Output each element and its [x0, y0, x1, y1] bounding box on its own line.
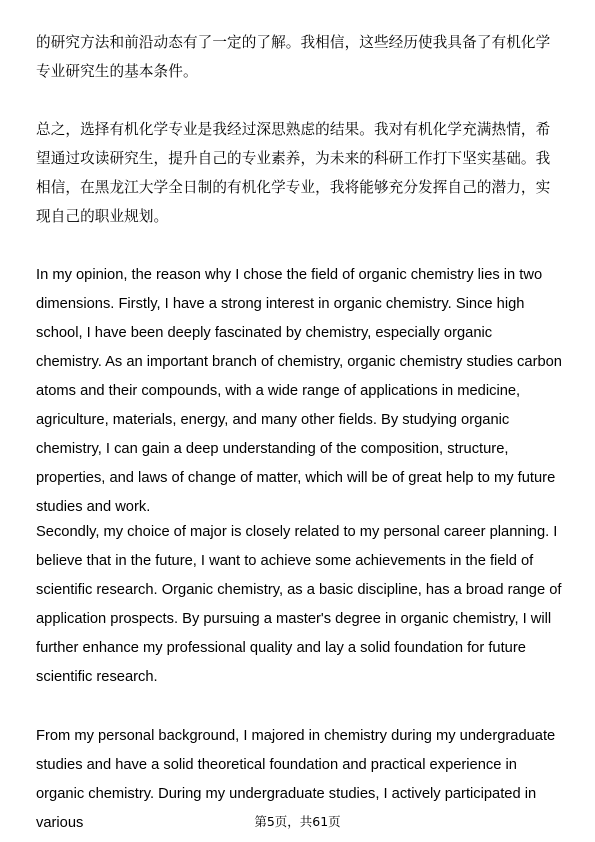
paragraph-career-planning: Secondly, my choice of major is closely related to my personal career planning. I believe that in the future, I want to achieve some achievements in the field of scientific research. Organic chemistry, as a basic discipline, has a broad range of application prospects. By pursuing a master's degree in organic chemistry, I will further enhance my professional quality and lay a solid foundation for future scientific research. [36, 524, 562, 685]
paragraph-summary: 总之，选择有机化学专业是我经过深思熟虑的结果。我对有机化学充满热情，希望通过攻读研究生，提升自己的专业素养，为未来的科研工作打下坚实基础。我相信，在黑龙江大学全日制的有机化学专业，我将能够充分发挥自己的潜力，实现自己的职业规划。 [36, 121, 551, 225]
page-number-footer: 第5页，共61页 [254, 814, 341, 829]
paragraph-research-conclusion: 的研究方法和前沿动态有了一定的了解。我相信，这些经历使我具备了有机化学专业研究生的基本条件。 [36, 34, 551, 80]
paragraph-personal-background: From my personal background, I majored in chemistry during my undergraduate studies and have a solid theoretical foundation and practical experience in organic chemistry. During my undergraduate studies, I actively participated in various [36, 728, 556, 831]
paragraph-interest: In my opinion, the reason why I chose the field of organic chemistry lies in two dimensions. Firstly, I have a strong interest in organic chemistry. Since high school, I have been deeply fascinated by chemistry, especially organic chemistry. As an important branch of chemistry, organic chemistry studies carbon atoms and their compounds, with a wide range of applications in medicine, agriculture, materials, energy, and many other fields. By studying organic chemistry, I can gain a deep understanding of the composition, structure, properties, and laws of change of matter, which will be of great help to my future studies and work. [36, 267, 562, 515]
